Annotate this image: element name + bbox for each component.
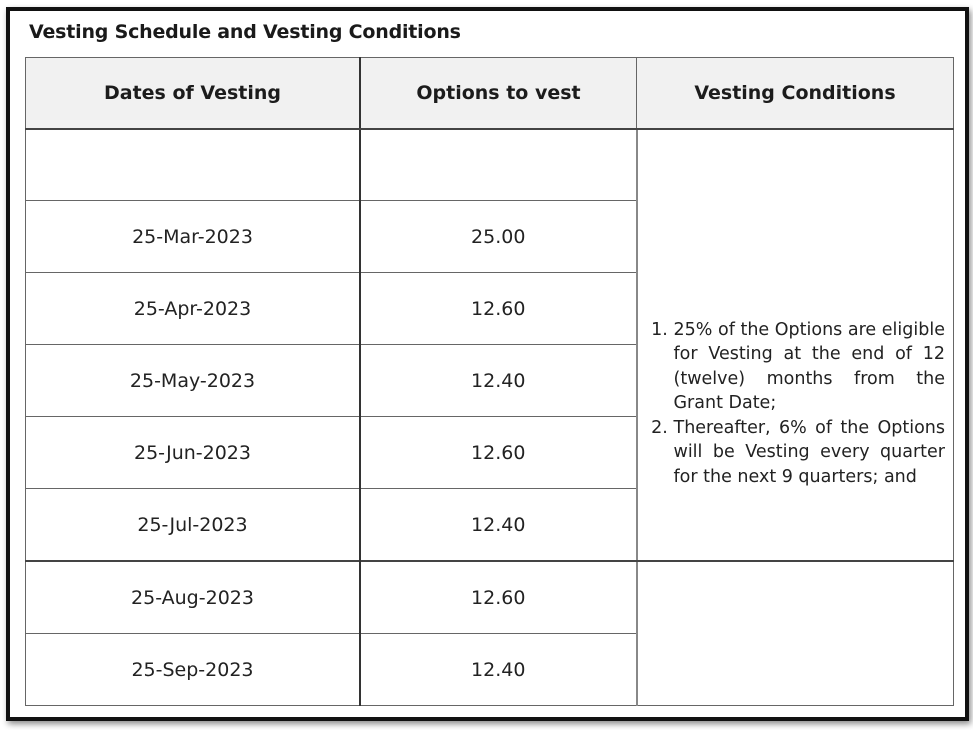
options-cell: 25.00 bbox=[360, 201, 637, 273]
options-cell-empty bbox=[360, 129, 637, 201]
header-row bbox=[26, 58, 954, 130]
condition-number: 1. bbox=[651, 319, 668, 340]
conditions-list bbox=[646, 318, 946, 490]
date-cell: 25-Mar-2023 bbox=[26, 201, 361, 273]
header-conditions: Vesting Conditions bbox=[637, 58, 954, 130]
document-frame bbox=[6, 7, 969, 721]
options-cell: 12.40 bbox=[360, 489, 637, 562]
condition-item bbox=[646, 416, 946, 490]
options-cell: 12.40 bbox=[360, 345, 637, 417]
date-cell-empty bbox=[26, 129, 361, 201]
condition-text: 25% of the Options are eligible for Vesting at the end of 12 (twelve) months from the Grant Date; bbox=[673, 319, 945, 414]
condition-number: 2. bbox=[651, 417, 668, 438]
table-row bbox=[26, 561, 954, 634]
table-heading: Vesting Schedule and Vesting Conditions bbox=[29, 21, 461, 43]
vesting-table bbox=[25, 57, 954, 706]
options-cell: 12.40 bbox=[360, 634, 637, 706]
options-cell: 12.60 bbox=[360, 273, 637, 345]
options-cell: 12.60 bbox=[360, 417, 637, 489]
header-dates: Dates of Vesting bbox=[26, 58, 361, 130]
options-cell: 12.60 bbox=[360, 561, 637, 634]
date-cell: 25-Aug-2023 bbox=[26, 561, 361, 634]
date-cell: 25-Apr-2023 bbox=[26, 273, 361, 345]
header-options: Options to vest bbox=[360, 58, 637, 130]
date-cell: 25-May-2023 bbox=[26, 345, 361, 417]
condition-text: Thereafter, 6% of the Options will be Vesting every quarter for the next 9 quarters; and bbox=[673, 417, 945, 487]
date-cell: 25-Sep-2023 bbox=[26, 634, 361, 706]
conditions-cell bbox=[637, 129, 954, 561]
table-row-blank bbox=[26, 129, 954, 201]
date-cell: 25-Jul-2023 bbox=[26, 489, 361, 562]
condition-item bbox=[646, 318, 946, 416]
conditions-cell-empty bbox=[637, 561, 954, 706]
date-cell: 25-Jun-2023 bbox=[26, 417, 361, 489]
